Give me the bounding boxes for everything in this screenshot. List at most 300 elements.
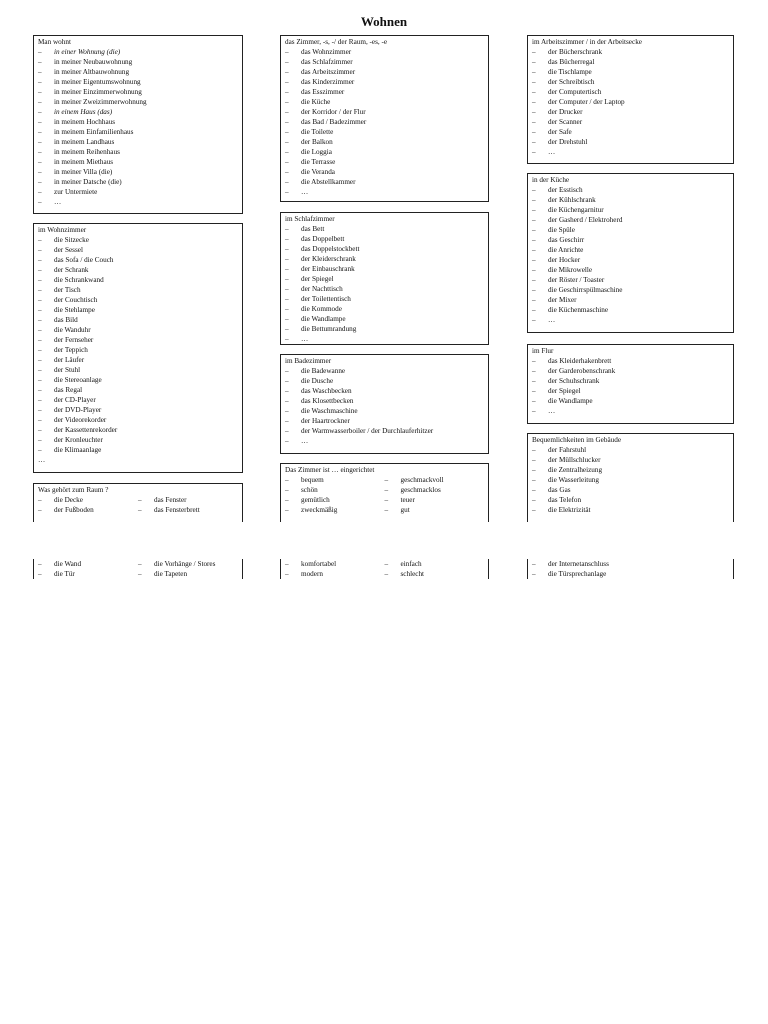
list-item xyxy=(532,127,729,137)
dash-bullet: – xyxy=(532,256,536,264)
list-item-text: der Teppich xyxy=(54,346,88,354)
list-item xyxy=(38,315,238,325)
list-item xyxy=(285,234,484,244)
list-item-text: schlecht xyxy=(400,570,425,578)
list-item xyxy=(285,47,484,57)
list-item xyxy=(532,77,729,87)
list-item-text: die Toilette xyxy=(301,128,334,136)
list-item xyxy=(285,274,484,284)
list-item-text: die Sitzecke xyxy=(54,236,89,244)
list-item xyxy=(38,435,238,445)
list-item-text: die Abstellkammer xyxy=(301,178,356,186)
list-item-text: der Hocker xyxy=(548,256,581,264)
list-item xyxy=(532,455,729,465)
dash-bullet: – xyxy=(532,236,536,244)
list-item-text: der Stuhl xyxy=(54,366,81,374)
dash-bullet: – xyxy=(138,506,142,514)
dash-bullet: – xyxy=(38,376,42,384)
list-item-text: der Spiegel xyxy=(548,387,581,395)
dash-bullet: – xyxy=(38,346,42,354)
list-item-text: die Stereoanlage xyxy=(54,376,102,384)
list-item-text: in meiner Altbauwohnung xyxy=(54,68,130,76)
dash-bullet: – xyxy=(138,570,142,578)
dash-bullet: – xyxy=(38,496,42,504)
list-item-text: der Garderobenschrank xyxy=(548,367,616,375)
list-item xyxy=(38,167,238,177)
list-item xyxy=(285,57,484,67)
list-item xyxy=(38,345,238,355)
dash-bullet: – xyxy=(285,387,289,395)
list-item-text: … xyxy=(548,407,556,415)
list-item-text: die Kommode xyxy=(301,305,342,313)
list-item-text: in meiner Neubauwohnung xyxy=(54,58,133,66)
list-item-text: bequem xyxy=(301,476,324,484)
item-list xyxy=(138,559,238,579)
dash-bullet: – xyxy=(532,48,536,56)
man-wohnt-box xyxy=(33,35,243,214)
list-item-text: der Fahrstuhl xyxy=(548,446,587,454)
list-item xyxy=(285,167,484,177)
list-item-text: der Internetanschluss xyxy=(548,560,609,568)
box-heading: im Wohnzimmer xyxy=(38,226,87,234)
list-item xyxy=(532,376,729,386)
item-list xyxy=(285,559,385,579)
list-item xyxy=(38,197,238,207)
list-item xyxy=(532,225,729,235)
list-item-text: die Wandlampe xyxy=(301,315,346,323)
list-item-text: die Wasserleitung xyxy=(548,476,599,484)
dash-bullet: – xyxy=(285,295,289,303)
item-list xyxy=(285,47,484,197)
list-item xyxy=(38,495,138,505)
list-item xyxy=(38,265,238,275)
list-item-text: die Bettumrandung xyxy=(301,325,357,333)
list-item-text: die Veranda xyxy=(301,168,335,176)
dash-bullet: – xyxy=(38,286,42,294)
dash-bullet: – xyxy=(532,316,536,324)
list-item xyxy=(38,355,238,365)
item-list xyxy=(532,445,729,515)
list-item-text: der Toilettentisch xyxy=(301,295,351,303)
list-item-text: in meinem Landhaus xyxy=(54,138,115,146)
dash-bullet: – xyxy=(38,406,42,414)
dash-bullet: – xyxy=(532,88,536,96)
dash-bullet: – xyxy=(532,387,536,395)
list-item-text: der Couchtisch xyxy=(54,296,98,304)
list-item xyxy=(285,87,484,97)
dash-bullet: – xyxy=(38,316,42,324)
list-item-text: die Küche xyxy=(301,98,331,106)
list-item-text: der Gasherd / Elektroherd xyxy=(548,216,623,224)
list-item-text: in meinem Einfamilienhaus xyxy=(54,128,134,136)
list-item-text: der Läufer xyxy=(54,356,85,364)
dash-bullet: – xyxy=(38,188,42,196)
dash-bullet: – xyxy=(285,496,289,504)
dash-bullet: – xyxy=(285,168,289,176)
dash-bullet: – xyxy=(285,88,289,96)
item-list xyxy=(532,47,729,157)
list-item xyxy=(532,445,729,455)
list-item xyxy=(532,465,729,475)
dash-bullet: – xyxy=(384,476,389,484)
dash-bullet: – xyxy=(38,336,42,344)
list-item-text: in einer Wohnung (die) xyxy=(54,48,121,56)
list-item xyxy=(385,495,485,505)
list-item-text: der Computertisch xyxy=(548,88,602,96)
list-item xyxy=(38,385,238,395)
list-item-text: der Kassettenrekorder xyxy=(54,426,118,434)
dash-bullet: – xyxy=(285,68,289,76)
list-item xyxy=(385,505,485,515)
dash-bullet: – xyxy=(38,426,42,434)
dash-bullet: – xyxy=(38,118,42,126)
dash-bullet: – xyxy=(285,570,289,578)
dash-bullet: – xyxy=(38,78,42,86)
list-item-text: der Schuhschrank xyxy=(548,377,600,385)
list-item-text: … xyxy=(54,198,62,206)
list-item xyxy=(38,365,238,375)
dash-bullet: – xyxy=(138,496,142,504)
list-item-text: … xyxy=(548,316,556,324)
list-item-text: die Wandlampe xyxy=(548,397,593,405)
dash-bullet: – xyxy=(38,138,42,146)
dash-bullet: – xyxy=(285,118,289,126)
list-item xyxy=(285,97,484,107)
list-item-text: das Geschirr xyxy=(548,236,585,244)
list-item xyxy=(38,87,238,97)
dash-bullet: – xyxy=(38,178,42,186)
list-item-text: der Müllschlucker xyxy=(548,456,601,464)
list-item xyxy=(38,177,238,187)
list-item xyxy=(532,205,729,215)
dash-bullet: – xyxy=(532,407,536,415)
dash-bullet: – xyxy=(38,108,42,116)
list-item-text: in meiner Zweizimmerwohnung xyxy=(54,98,147,106)
list-item-text: das Kleiderhakenbrett xyxy=(548,357,612,365)
list-item-text: die Badewanne xyxy=(301,367,346,375)
dash-bullet: – xyxy=(532,58,536,66)
list-item xyxy=(38,137,238,147)
list-item-text: der Fußboden xyxy=(54,506,94,514)
dash-bullet: – xyxy=(285,506,289,514)
list-item-text: geschmacklos xyxy=(400,486,441,494)
list-item-text: die Terrasse xyxy=(301,158,336,166)
list-item-text: in meiner Einzimmerwohnung xyxy=(54,88,142,96)
list-item xyxy=(532,97,729,107)
dash-bullet: – xyxy=(285,417,289,425)
dash-bullet: – xyxy=(285,108,289,116)
list-item xyxy=(532,87,729,97)
dash-bullet: – xyxy=(532,226,536,234)
wohnzimmer-box xyxy=(33,223,243,473)
box-heading: das Zimmer, -s, -/ der Raum, -es, -e xyxy=(285,38,388,46)
gebaeude-box-continued xyxy=(527,559,734,579)
list-item-text: das Wohnzimmer xyxy=(301,48,352,56)
list-item xyxy=(532,47,729,57)
dash-bullet: – xyxy=(532,276,536,284)
list-item-text: der Röster / Toaster xyxy=(548,276,605,284)
list-item xyxy=(285,416,484,426)
list-item xyxy=(38,47,238,57)
dash-bullet: – xyxy=(38,436,42,444)
list-item-text: die Schrankwand xyxy=(54,276,104,284)
box-heading: Man wohnt xyxy=(38,38,71,46)
list-item-text: die Dusche xyxy=(301,377,334,385)
list-item xyxy=(532,406,729,416)
list-item xyxy=(38,97,238,107)
list-item-text: der Safe xyxy=(548,128,572,136)
list-item-text: die Decke xyxy=(54,496,83,504)
dash-bullet: – xyxy=(38,198,42,206)
list-item-text: die Spüle xyxy=(548,226,575,234)
list-item xyxy=(285,475,385,485)
list-item-text: der CD-Player xyxy=(54,396,96,404)
dash-bullet: – xyxy=(38,236,42,244)
list-item-text: die Küchenmaschine xyxy=(548,306,609,314)
list-item xyxy=(285,67,484,77)
list-item xyxy=(38,235,238,245)
list-item-text: gut xyxy=(400,506,410,514)
list-item xyxy=(38,147,238,157)
dash-bullet: – xyxy=(384,496,389,504)
list-item-text: der Scanner xyxy=(548,118,583,126)
dash-bullet: – xyxy=(532,286,536,294)
list-item-text: die Klimaanlage xyxy=(54,446,102,454)
list-item xyxy=(532,107,729,117)
dash-bullet: – xyxy=(38,158,42,166)
list-item-text: in einem Haus (das) xyxy=(54,108,113,116)
list-item xyxy=(532,117,729,127)
dash-bullet: – xyxy=(285,476,289,484)
dash-bullet: – xyxy=(285,325,289,333)
list-item xyxy=(38,77,238,87)
list-item xyxy=(38,255,238,265)
list-item xyxy=(532,137,729,147)
list-item xyxy=(38,285,238,295)
dash-bullet: – xyxy=(532,196,536,204)
dash-bullet: – xyxy=(285,235,289,243)
list-item-text: das Sofa / die Couch xyxy=(54,256,114,264)
item-list xyxy=(532,356,729,416)
flur-box xyxy=(527,344,734,424)
dash-bullet: – xyxy=(532,138,536,146)
list-item xyxy=(285,495,385,505)
dash-bullet: – xyxy=(38,256,42,264)
dash-bullet: – xyxy=(285,437,289,445)
dash-bullet: – xyxy=(38,266,42,274)
list-item xyxy=(285,314,484,324)
list-item xyxy=(532,386,729,396)
dash-bullet: – xyxy=(285,58,289,66)
list-item xyxy=(138,495,238,505)
box-heading: im Arbeitszimmer / in der Arbeitsecke xyxy=(532,38,642,46)
list-item xyxy=(38,569,138,579)
list-item-text: der Fernseher xyxy=(54,336,94,344)
box-heading: im Flur xyxy=(532,347,554,355)
item-list xyxy=(38,559,138,579)
list-item xyxy=(38,325,238,335)
eingerichtet-box xyxy=(280,463,489,522)
dash-bullet: – xyxy=(38,296,42,304)
item-list xyxy=(38,495,138,515)
list-item xyxy=(532,285,729,295)
list-item xyxy=(285,77,484,87)
list-item xyxy=(532,185,729,195)
list-item xyxy=(38,559,138,569)
list-item-text: in meinem Hochhaus xyxy=(54,118,116,126)
list-item-text: das Fenster xyxy=(154,496,187,504)
list-item-text: modern xyxy=(301,570,323,578)
item-list xyxy=(285,475,385,515)
list-item-text: teuer xyxy=(400,496,415,504)
box-heading: Bequemlichkeiten im Gebäude xyxy=(532,436,622,444)
list-item xyxy=(532,485,729,495)
box-heading: Was gehört zum Raum ? xyxy=(38,486,109,494)
list-item-text: der Kleiderschrank xyxy=(301,255,356,263)
list-item xyxy=(38,335,238,345)
list-item-text: die Tür xyxy=(54,570,75,578)
list-item-text: das Bad / Badezimmer xyxy=(301,118,367,126)
dash-bullet: – xyxy=(532,367,536,375)
list-item xyxy=(285,559,385,569)
dash-bullet: – xyxy=(38,396,42,404)
list-item-text: … xyxy=(301,335,309,343)
list-item-text: die Wand xyxy=(54,560,82,568)
list-item xyxy=(38,445,238,455)
list-item xyxy=(385,569,485,579)
list-item xyxy=(532,57,729,67)
item-list xyxy=(532,185,729,325)
list-item-text: der Computer / der Laptop xyxy=(548,98,625,106)
list-item-text: zur Untermiete xyxy=(54,188,98,196)
dash-bullet: – xyxy=(138,560,142,568)
dash-bullet: – xyxy=(38,276,42,284)
dash-bullet: – xyxy=(285,335,289,343)
list-item xyxy=(532,495,729,505)
dash-bullet: – xyxy=(532,560,536,568)
dash-bullet: – xyxy=(532,148,536,156)
box-heading: in der Küche xyxy=(532,176,570,184)
list-item xyxy=(285,505,385,515)
dash-bullet: – xyxy=(285,275,289,283)
list-item xyxy=(532,147,729,157)
list-item xyxy=(38,107,238,117)
list-item xyxy=(38,117,238,127)
list-item-text: die Loggia xyxy=(301,148,332,156)
dash-bullet: – xyxy=(285,128,289,136)
dash-bullet: – xyxy=(285,178,289,186)
item-list xyxy=(532,559,729,579)
dash-bullet: – xyxy=(38,128,42,136)
dash-bullet: – xyxy=(285,148,289,156)
item-list xyxy=(38,235,238,455)
list-item-text: die Zentralheizung xyxy=(548,466,603,474)
list-item xyxy=(532,255,729,265)
list-item xyxy=(285,224,484,234)
dash-bullet: – xyxy=(38,246,42,254)
box-heading: Das Zimmer ist … eingerichtet xyxy=(285,466,375,474)
list-item xyxy=(532,356,729,366)
list-item xyxy=(38,127,238,137)
list-item-text: das Bild xyxy=(54,316,78,324)
dash-bullet: – xyxy=(532,506,536,514)
list-item-text: die Stehlampe xyxy=(54,306,95,314)
list-item xyxy=(285,334,484,344)
dash-bullet: – xyxy=(532,476,536,484)
dash-bullet: – xyxy=(38,560,42,568)
list-item xyxy=(532,505,729,515)
dash-bullet: – xyxy=(532,108,536,116)
item-list xyxy=(138,495,238,515)
list-item xyxy=(532,559,729,569)
raum-box xyxy=(33,483,243,522)
list-item xyxy=(38,395,238,405)
dash-bullet: – xyxy=(532,397,536,405)
dash-bullet: – xyxy=(285,285,289,293)
dash-bullet: – xyxy=(532,98,536,106)
dash-bullet: – xyxy=(532,496,536,504)
dash-bullet: – xyxy=(285,367,289,375)
list-item-text: der Warmwasserboiler / der Durchlauferhitzer xyxy=(301,427,434,435)
item-list xyxy=(38,47,238,207)
dash-bullet: – xyxy=(532,68,536,76)
list-item xyxy=(38,245,238,255)
list-item xyxy=(532,315,729,325)
list-item-text: der Balkon xyxy=(301,138,333,146)
list-item-text: das Doppelstockbett xyxy=(301,245,360,253)
list-item xyxy=(385,485,485,495)
list-item-text: der DVD-Player xyxy=(54,406,102,414)
list-item-text: die Elektrizität xyxy=(548,506,591,514)
item-list xyxy=(385,475,485,515)
dash-bullet: – xyxy=(38,570,42,578)
dash-bullet: – xyxy=(285,377,289,385)
list-item-text: in meinem Reihenhaus xyxy=(54,148,120,156)
dash-bullet: – xyxy=(532,78,536,86)
dash-bullet: – xyxy=(285,138,289,146)
dash-bullet: – xyxy=(38,416,42,424)
dash-bullet: – xyxy=(532,186,536,194)
list-item-text: das Bett xyxy=(301,225,325,233)
list-item xyxy=(38,425,238,435)
dash-bullet: – xyxy=(532,128,536,136)
dash-bullet: – xyxy=(38,68,42,76)
dash-bullet: – xyxy=(532,466,536,474)
dash-bullet: – xyxy=(285,560,289,568)
raum-box-continued xyxy=(33,559,243,579)
list-item xyxy=(285,294,484,304)
list-item-text: in meiner Villa (die) xyxy=(54,168,113,176)
dash-bullet: – xyxy=(38,148,42,156)
badezimmer-box xyxy=(280,354,489,454)
dash-bullet: – xyxy=(384,486,389,494)
arbeitszimmer-box xyxy=(527,35,734,164)
list-item xyxy=(38,405,238,415)
list-item-text: der Videorekorder xyxy=(54,416,107,424)
list-item-text: die Tapeten xyxy=(154,570,188,578)
list-item-text: der Nachttisch xyxy=(301,285,343,293)
list-ellipsis: … xyxy=(38,456,46,464)
dash-bullet: – xyxy=(285,315,289,323)
list-item xyxy=(285,187,484,197)
list-item-text: das Klosettbecken xyxy=(301,397,354,405)
list-item-text: einfach xyxy=(400,560,422,568)
list-item-text: das Esszimmer xyxy=(301,88,345,96)
kueche-box xyxy=(527,173,734,333)
dash-bullet: – xyxy=(38,366,42,374)
dash-bullet: – xyxy=(285,255,289,263)
list-item xyxy=(285,254,484,264)
